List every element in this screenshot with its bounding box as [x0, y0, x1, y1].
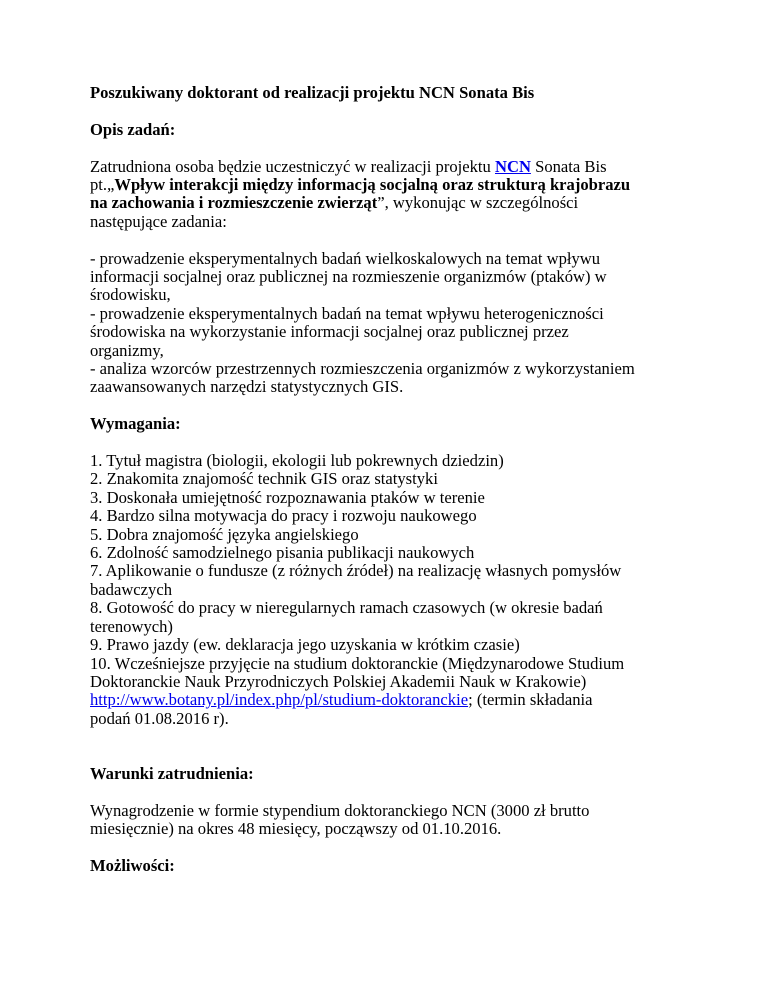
requirement-item: 10. Wcześniejsze przyjęcie na studium doktoranckie (Międzynarodowe Studium [90, 653, 625, 673]
requirements-list [90, 452, 678, 728]
requirement-item: 8. Gotowość do pracy w nieregularnych ramach czasowych (w okresie badań [90, 598, 603, 618]
intro-line-4: następujące zadania: [90, 211, 227, 231]
project-title-part-1: Wpływ interakcji między informacją socjalną oraz strukturą krajobrazu [114, 175, 631, 194]
task-list [90, 250, 678, 397]
intro-text-3: ”, wykonując w szczególności [377, 193, 579, 213]
project-title-part-2: na zachowania i rozmieszczenie zwierząt [90, 193, 378, 213]
intro-text-2: pt.„ [90, 175, 115, 194]
task-line: środowisku, [90, 285, 171, 305]
requirement-item-cont: terenowych) [90, 616, 173, 636]
task-line: informacji socjalnej oraz publicznej na rozmieszenie organizmów (ptaków) w [90, 267, 607, 287]
task-line: - analiza wzorców przestrzennych rozmieszczenia organizmów z wykorzystaniem [90, 359, 635, 379]
warunki-line: Wynagrodzenie w formie stypendium doktoranckiego NCN (3000 zł brutto [90, 800, 590, 820]
task-line: - prowadzenie eksperymentalnych badań na temat wpływu heterogeniczności [90, 303, 604, 323]
warunki-heading: Warunki zatrudnienia: [90, 763, 254, 783]
ncn-link[interactable]: NCN [494, 156, 531, 176]
task-line: - prowadzenie eksperymentalnych badań wielkoskalowych na temat wpływu [90, 248, 601, 268]
document-title: Poszukiwany doktorant od realizacji projektu NCN Sonata Bis [90, 83, 535, 102]
wymagania-heading: Wymagania: [90, 414, 181, 434]
task-line: środowiska na wykorzystanie informacji socjalnej oraz publicznej przez [90, 322, 569, 342]
requirement-item: 1. Tytuł magistra (biologii, ekologii lub pokrewnych dziedzin) [90, 451, 504, 471]
task-line: zaawansowanych narzędzi statystycznych GIS. [90, 377, 404, 397]
requirement-item-cont: badawczych [90, 579, 172, 599]
requirement-item-cont: podań 01.08.2016 r). [90, 708, 229, 728]
warunki-paragraph [90, 802, 678, 839]
intro-line-2 [90, 176, 678, 194]
intro-text-1: Zatrudniona osoba będzie uczestniczyć w realizacji projektu [90, 156, 495, 176]
intro-paragraph [90, 158, 678, 232]
requirement-item: 3. Doskonała umiejętność rozpoznawania ptaków w terenie [90, 487, 485, 507]
requirement-item: 7. Aplikowanie o fundusze (z różnych źródeł) na realizację własnych pomysłów [90, 561, 622, 581]
intro-text-1b: Sonata Bis [530, 156, 607, 176]
mozliwosci-heading: Możliwości: [90, 855, 175, 875]
requirement-item: 2. Znakomita znajomość technik GIS oraz statystyki [90, 469, 438, 489]
requirement-link-line [90, 691, 678, 709]
task-line: organizmy, [90, 340, 164, 360]
warunki-line: miesięcznie) na okres 48 miesięcy, począwszy od 01.10.2016. [90, 819, 502, 839]
requirement-item: 4. Bardzo silna motywacja do pracy i rozwoju naukowego [90, 506, 477, 526]
requirement-item-cont: Doktoranckie Nauk Przyrodniczych Polskiej Akademii Nauk w Krakowie) [90, 671, 587, 691]
intro-line-3 [90, 194, 678, 212]
requirement-item: 6. Zdolność samodzielnego pisania publikacji naukowych [90, 543, 475, 563]
requirement-item: 9. Prawo jazdy (ew. deklaracja jego uzyskania w krótkim czasie) [90, 635, 520, 655]
studium-doktoranckie-link[interactable]: http://www.botany.pl/index.php/pl/studium-doktoranckie [90, 690, 469, 710]
intro-line-1 [90, 158, 678, 176]
opis-heading: Opis zadań: [90, 119, 176, 139]
requirement-item: 5. Dobra znajomość języka angielskiego [90, 524, 359, 544]
requirement-link-suffix: ; (termin składania [468, 690, 593, 710]
